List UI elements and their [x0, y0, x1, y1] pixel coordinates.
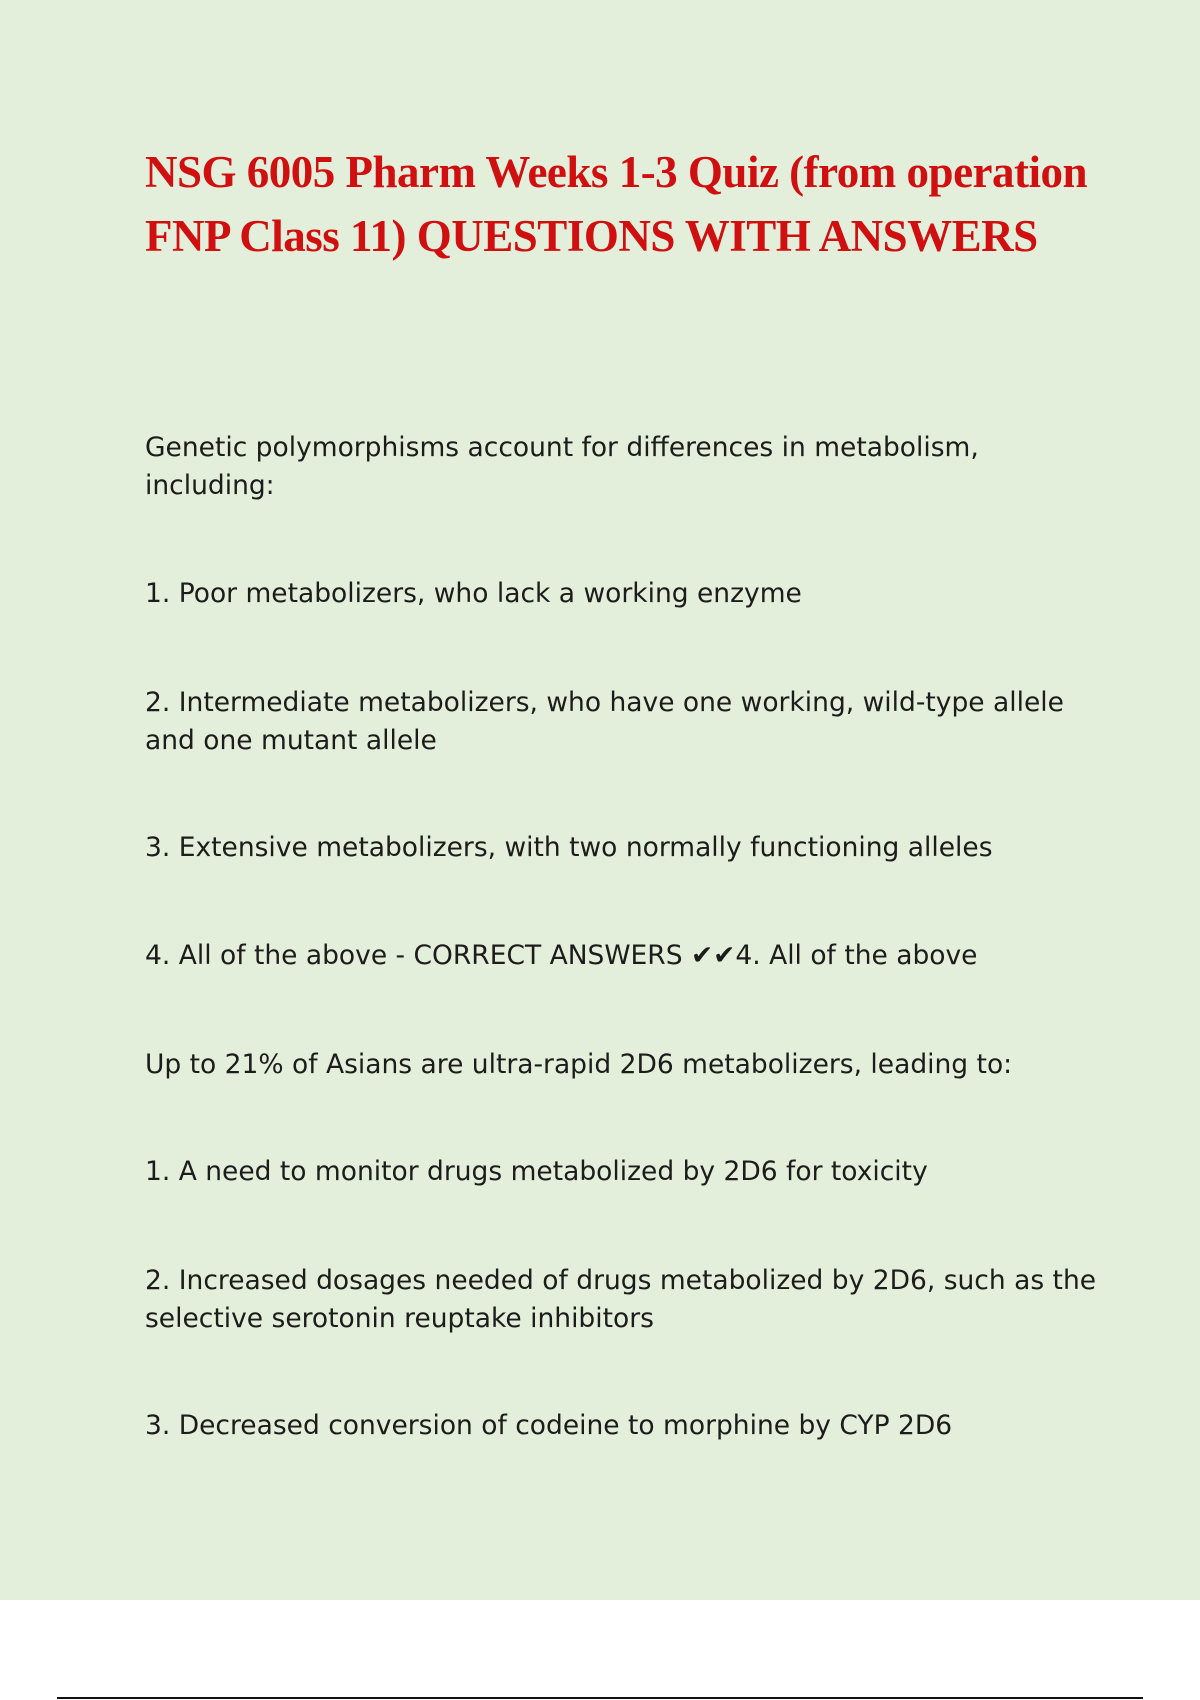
footer-divider [57, 1697, 1143, 1699]
question-2-stem: Up to 21% of Asians are ultra-rapid 2D6 metabolizers, leading to: [145, 1049, 1013, 1080]
question-2-option-2: 2. Increased dosages needed of drugs metabolized by 2D6, such as the selective serotonin reuptake inhibitors [145, 1265, 1097, 1334]
question-1-option-3: 3. Extensive metabolizers, with two normally functioning alleles [145, 832, 993, 863]
question-2-option-1: 1. A need to monitor drugs metabolized by 2D6 for toxicity [145, 1156, 928, 1187]
document-title: NSG 6005 Pharm Weeks 1-3 Quiz (from operation FNP Class 11) QUESTIONS WITH ANSWERS [145, 147, 1088, 261]
question-1-answer: 4. All of the above - CORRECT ANSWERS ✔✔4. All of the above [145, 940, 978, 971]
question-1-option-2: 2. Intermediate metabolizers, who have one working, wild-type allele and one mutant allele [145, 687, 1064, 756]
question-2-option-3: 3. Decreased conversion of codeine to morphine by CYP 2D6 [145, 1410, 953, 1441]
question-1-option-1: 1. Poor metabolizers, who lack a working enzyme [145, 578, 802, 609]
question-1-stem: Genetic polymorphisms account for differences in metabolism, including: [145, 432, 979, 501]
